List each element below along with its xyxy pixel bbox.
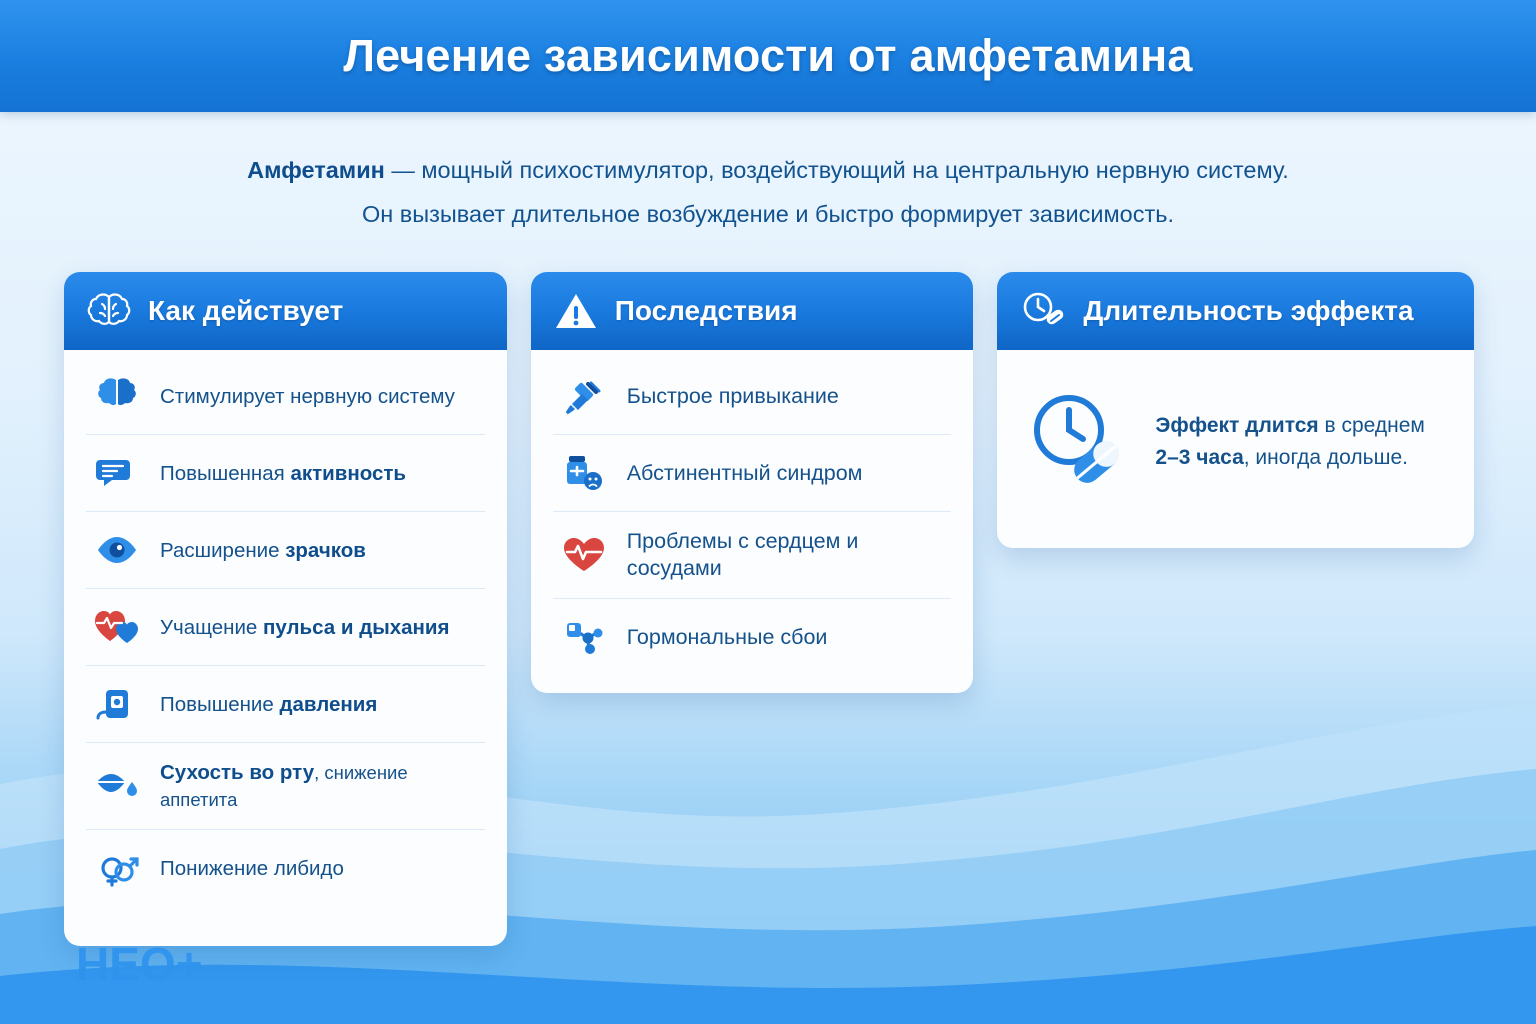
card-header-how-it-works [64, 272, 507, 350]
list-item [86, 589, 485, 666]
list-item [86, 830, 485, 906]
warning-triangle-icon [553, 290, 599, 332]
hormone-molecule-icon [557, 617, 611, 657]
intro-line-1 [0, 148, 1536, 192]
card-consequences [531, 272, 974, 693]
list-item-label: Быстрое привыкание [626, 383, 839, 408]
list-item-label: Проблемы с сердцем и сосудами [626, 529, 859, 580]
logo-text: НЕО+ [76, 938, 203, 990]
list-item [553, 599, 952, 675]
list-item-label: Понижение либидо [160, 856, 344, 880]
brain-icon [86, 291, 132, 331]
list-item-label: Стимулирует нервную систему [160, 384, 455, 408]
intro-text [0, 148, 1536, 236]
effect-duration-value: 2–3 часа [1155, 446, 1244, 469]
list-item [553, 512, 952, 599]
list-item-label: Учащение пульса и дыхания [160, 615, 450, 639]
list-item [553, 358, 952, 435]
cards-container [64, 272, 1474, 946]
card-title: Последствия [614, 295, 798, 326]
hearts-icon [90, 607, 144, 647]
list-item [86, 358, 485, 435]
effect-duration-text: Эффект длится в среднем 2–3 часа, иногда дольше. [1155, 414, 1425, 469]
intro-keyword: Амфетамин [247, 157, 385, 183]
card-title: Как действует [148, 295, 344, 326]
list-item-label: Сухость во рту, снижение аппетита [160, 761, 408, 810]
clock-pills-icon [1019, 290, 1067, 332]
list-item [86, 435, 485, 512]
list-item [86, 743, 485, 830]
card-header-effect-duration [997, 272, 1474, 350]
list-item [86, 512, 485, 589]
card-body-effect-duration [997, 350, 1474, 548]
card-header-consequences [531, 272, 974, 350]
list-item-label: Расширение зрачков [160, 538, 366, 562]
list-item-label: Гормональные сбои [626, 624, 828, 649]
speech-bubble-icon [90, 454, 144, 492]
eye-icon [90, 533, 144, 567]
list-item-label: Повышенная активность [160, 461, 407, 485]
brain-icon [90, 376, 144, 416]
effect-duration-lead: Эффект длится [1155, 414, 1319, 437]
intro-line-1-rest: — мощный психостимулятор, воздействующий на центральную нервную систему. [384, 157, 1289, 183]
intro-line-2: Он вызывает длительное возбуждение и быстро формирует зависимость. [361, 201, 1174, 227]
card-body-consequences [531, 350, 974, 693]
pill-bottle-sad-icon [557, 452, 611, 494]
gender-symbols-icon [90, 848, 144, 888]
card-body-how-it-works [64, 350, 507, 946]
card-effect-duration [997, 272, 1474, 548]
blood-pressure-icon [90, 684, 144, 724]
dry-mouth-icon [90, 768, 144, 804]
page-header [0, 0, 1536, 112]
list-item-label: Повышение давления [160, 692, 378, 716]
clock-capsule-icon [1023, 390, 1133, 494]
list-item-label: Абстинентный синдром [626, 460, 863, 485]
list-item [86, 666, 485, 743]
heart-pulse-icon [557, 535, 611, 575]
syringe-icon [557, 375, 611, 417]
card-title: Длительность эффекта [1083, 295, 1414, 326]
page-title: Лечение зависимости от амфетамина [343, 30, 1193, 81]
card-how-it-works [64, 272, 507, 946]
logo [76, 938, 266, 994]
list-item [553, 435, 952, 512]
